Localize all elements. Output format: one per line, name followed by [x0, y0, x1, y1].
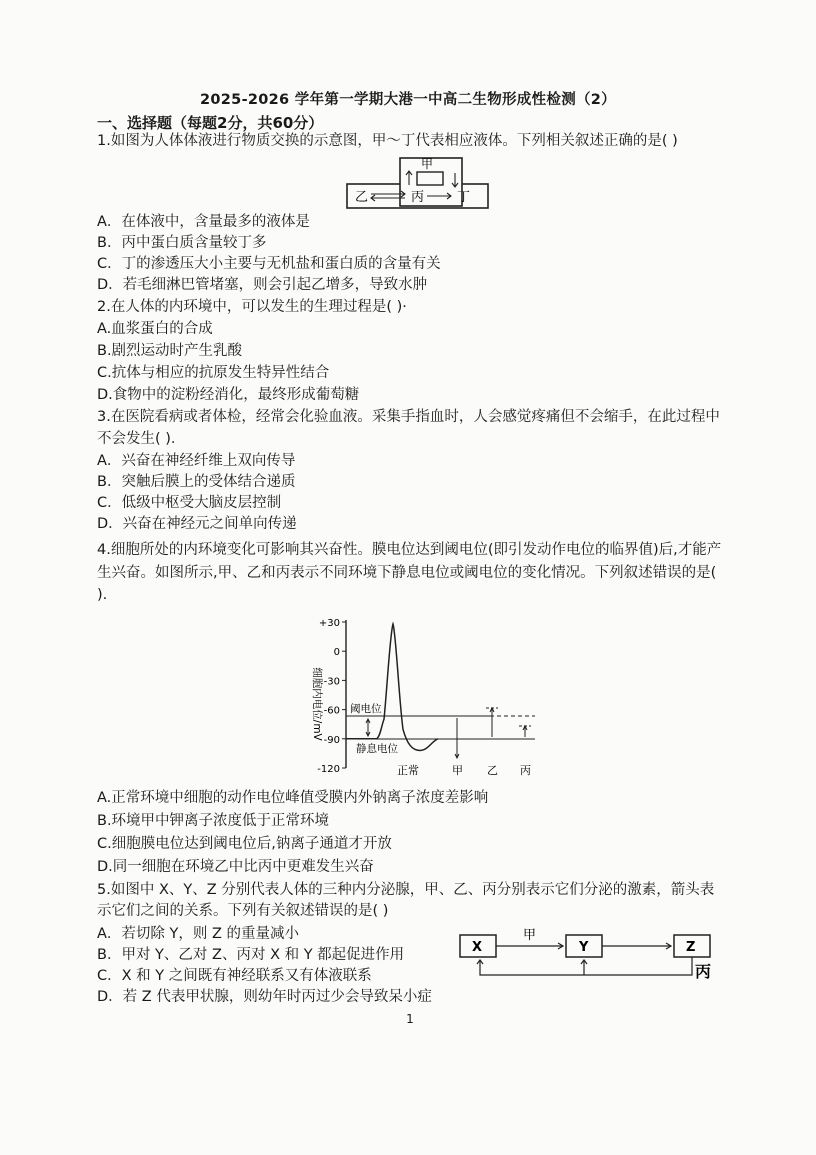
q4-option-a: A.正常环境中细胞的动作电位峰值受膜内外钠离子浓度差影响: [97, 790, 489, 806]
q4-option-d: D.同一细胞在环境乙中比丙中更难发生兴奋: [97, 859, 374, 875]
x-label-bing: 丙: [520, 764, 531, 777]
q4-option-b: B.环境甲中钾离子浓度低于正常环境: [97, 813, 330, 829]
q1-option-b: B．丙中蛋白质含量较丁多: [97, 235, 267, 251]
q1-option-a: A．在体液中，含量最多的液体是: [97, 214, 310, 230]
question-3-stem: 3.在医院看病或者体检，经常会化验血液。采集手指血时，人会感觉疼痛但不会缩手，在此过程中不会发生( )．: [97, 409, 720, 447]
question-5-stem: 5.如图中 X、Y、Z 分别代表人体的三种内分泌腺，甲、乙、丙分别表示它们分泌的激素，箭头表示它们之间的关系。下列有关叙述错误的是( ): [97, 882, 715, 919]
y-tick-label: 0: [333, 647, 340, 659]
y-tick-label: -30: [323, 676, 340, 688]
q5-option-d: D．若 Z 代表甲状腺，则幼年时丙过少会导致呆小症: [97, 989, 432, 1005]
chart-ylabel: 细胞内电位/mV: [311, 667, 323, 741]
membrane-potential-chart: [300, 608, 545, 780]
gland-x-label: X: [472, 940, 483, 955]
body-fluid-exchange-diagram: [345, 155, 490, 211]
q2-option-a: A.血浆蛋白的合成: [97, 321, 213, 337]
q1-option-d: D．若毛细淋巴管堵塞，则会引起乙增多，导致水肿: [97, 277, 428, 293]
q4-option-c: C.细胞膜电位达到阈电位后,钠离子通道才开放: [97, 836, 392, 852]
gland-z-label: Z: [686, 940, 696, 955]
q3-option-a: A．兴奋在神经纤维上双向传导: [97, 453, 296, 469]
exam-title: 2025-2026 学年第一学期大港一中高二生物形成性检测（2）: [200, 92, 616, 108]
q3-option-d: D．兴奋在神经元之间单向传递: [97, 516, 297, 532]
question-1-stem: 1.如图为人体体液进行物质交换的示意图，甲～丁代表相应液体。下列相关叙述正确的是( ): [97, 133, 678, 149]
q3-option-c: C．低级中枢受大脑皮层控制: [97, 495, 282, 511]
x-label-yi: 乙: [487, 764, 498, 777]
y-tick-label: -60: [323, 705, 340, 717]
q5-option-b: B．甲对 Y、乙对 Z、丙对 X 和 Y 都起促进作用: [97, 947, 405, 963]
y-tick-label: -90: [323, 734, 340, 746]
x-label-normal: 正常: [397, 764, 419, 777]
fluid-ding-label: 丁: [457, 190, 471, 205]
fluid-yi-label: 乙: [355, 190, 369, 205]
gland-y-label: Y: [579, 940, 589, 955]
q3-option-b: B．突触后膜上的受体结合递质: [97, 474, 296, 490]
y-tick-label: +30: [318, 618, 340, 629]
page-number: 1: [406, 1012, 414, 1026]
question-2-stem: 2.在人体的内环境中，可以发生的生理过程是( )·: [97, 299, 407, 315]
q5-option-a: A．若切除 Y，则 Z 的重量减小: [97, 926, 300, 942]
endocrine-gland-diagram: [455, 925, 725, 985]
q1-option-c: C．丁的渗透压大小主要与无机盐和蛋白质的含量有关: [97, 256, 441, 272]
q5-option-c: C．X 和 Y 之间既有神经联系又有体液联系: [97, 968, 372, 984]
fluid-bing-label: 丙: [411, 190, 425, 205]
q2-option-d: D.食物中的淀粉经消化，最终形成葡萄糖: [97, 387, 360, 403]
resting-label: 静息电位: [356, 743, 398, 755]
fluid-jia-label: 甲: [421, 157, 434, 171]
threshold-label: 阈电位: [350, 703, 382, 715]
question-4-stem: 4.细胞所处的内环境变化可影响其兴奋性。膜电位达到阈电位(即引发动作电位的临界值)后,才能产生兴奋。如图所示,甲、乙和丙表示不同环境下静息电位或阈电位的变化情况。下列叙述错误的是( ).: [97, 542, 722, 603]
x-label-jia: 甲: [452, 764, 463, 777]
q2-option-c: C.抗体与相应的抗原发生特异性结合: [97, 365, 330, 381]
action-potential-curve: [346, 624, 438, 751]
section-heading: 一、选择题（每题2分，共60分）: [97, 114, 324, 132]
y-tick-label: -120: [317, 764, 340, 775]
hormone-jia-label: 甲: [523, 928, 537, 943]
hormone-bing-label: 丙: [695, 962, 712, 981]
q2-option-b: B.剧烈运动时产生乳酸: [97, 343, 243, 359]
